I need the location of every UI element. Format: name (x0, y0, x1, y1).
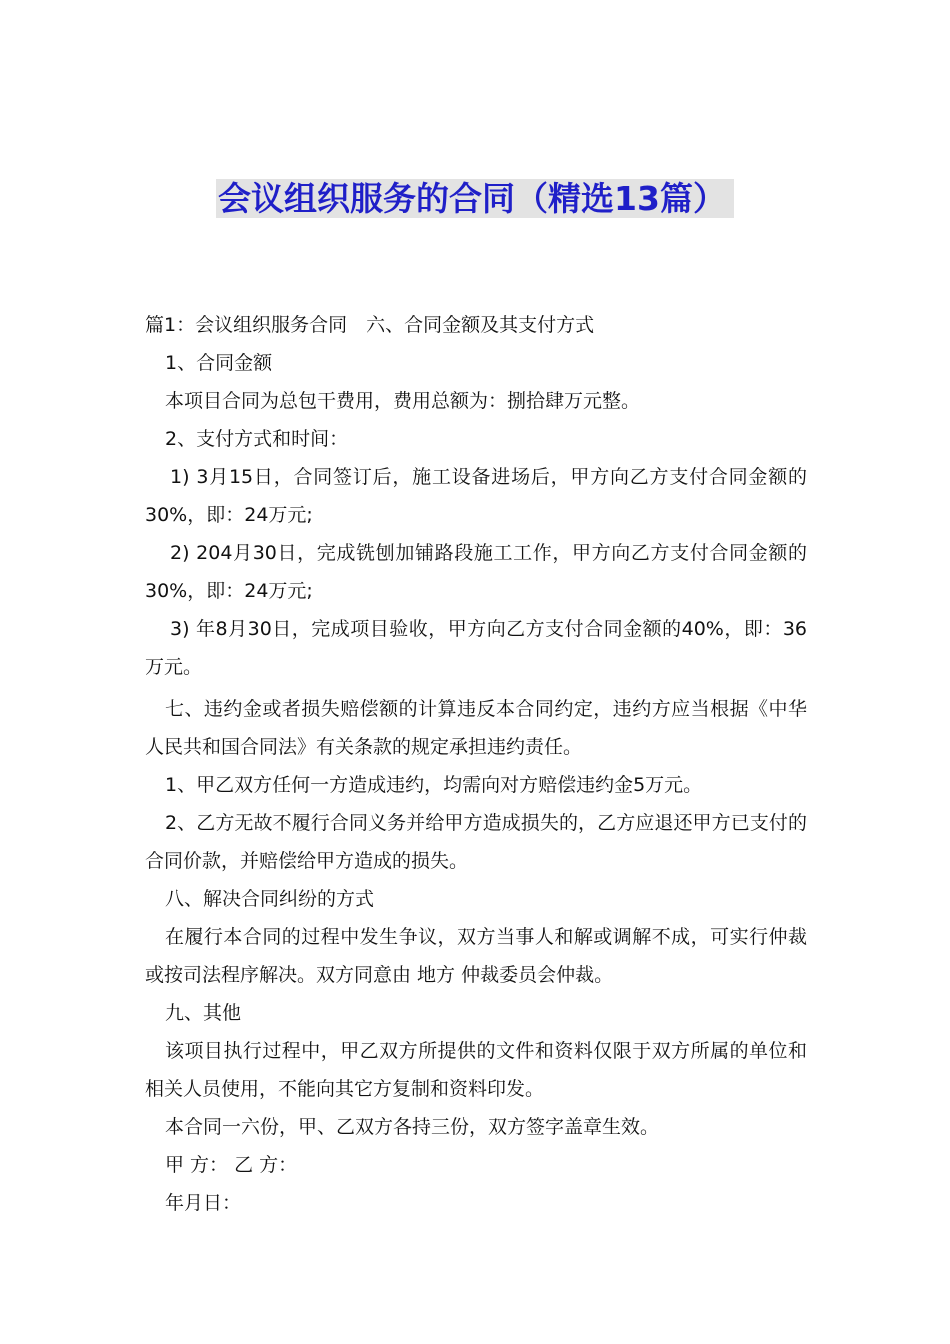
paragraph-copies: 本合同一六份，甲、乙双方各持三份，双方签字盖章生效。 (165, 1116, 660, 1138)
paragraph-date: 年月日： (165, 1192, 242, 1214)
paragraph-contract-amount-heading: 1、合同金额 (165, 352, 273, 374)
paragraph-breach-heading: 七、违约金或者损失赔偿额的计算违反本合同约定，违约方应当根据《中华人民共和国合同法》有关条款的规定承担违约责任。 (145, 698, 807, 758)
paragraph-breach-1: 1、甲乙双方任何一方造成违约，均需向对方赔偿违约金5万元。 (165, 774, 703, 796)
paragraph-section-header: 篇1：会议组织服务合同 六、合同金额及其支付方式 (145, 314, 595, 336)
paragraph-parties: 甲 方： 乙 方： (165, 1154, 298, 1176)
document-title (0, 176, 950, 222)
paragraph-dispute: 在履行本合同的过程中发生争议，双方当事人和解或调解不成，可实行仲裁或按司法程序解决。双方同意由 地方 仲裁委员会仲裁。 (145, 926, 807, 986)
paragraph-dispute-heading: 八、解决合同纠纷的方式 (165, 888, 375, 910)
paragraph-payment-heading: 2、支付方式和时间： (165, 428, 349, 450)
paragraph-breach-2: 2、乙方无故不履行合同义务并给甲方造成损失的，乙方应退还甲方已支付的合同价款，并赔偿给甲方造成的损失。 (145, 812, 807, 872)
paragraph-other: 该项目执行过程中，甲乙双方所提供的文件和资料仅限于双方所属的单位和相关人员使用，不能向其它方复制和资料印发。 (145, 1040, 807, 1100)
document-body (145, 306, 807, 1222)
paragraph-payment-2: 2) 204月30日，完成铣刨加铺路段施工工作，甲方向乙方支付合同金额的30%，即：24万元; (145, 542, 807, 602)
paragraph-payment-3: 3) 年8月30日，完成项目验收，甲方向乙方支付合同金额的40%，即：36万元。 (145, 618, 807, 678)
paragraph-other-heading: 九、其他 (165, 1002, 242, 1024)
paragraph-contract-amount: 本项目合同为总包干费用，费用总额为：捌拾肆万元整。 (165, 390, 641, 412)
document-title-text: 会议组织服务的合同（精选13篇） (216, 179, 734, 218)
paragraph-payment-1: 1) 3月15日，合同签订后，施工设备进场后，甲方向乙方支付合同金额的30%，即：24万元; (145, 466, 807, 526)
